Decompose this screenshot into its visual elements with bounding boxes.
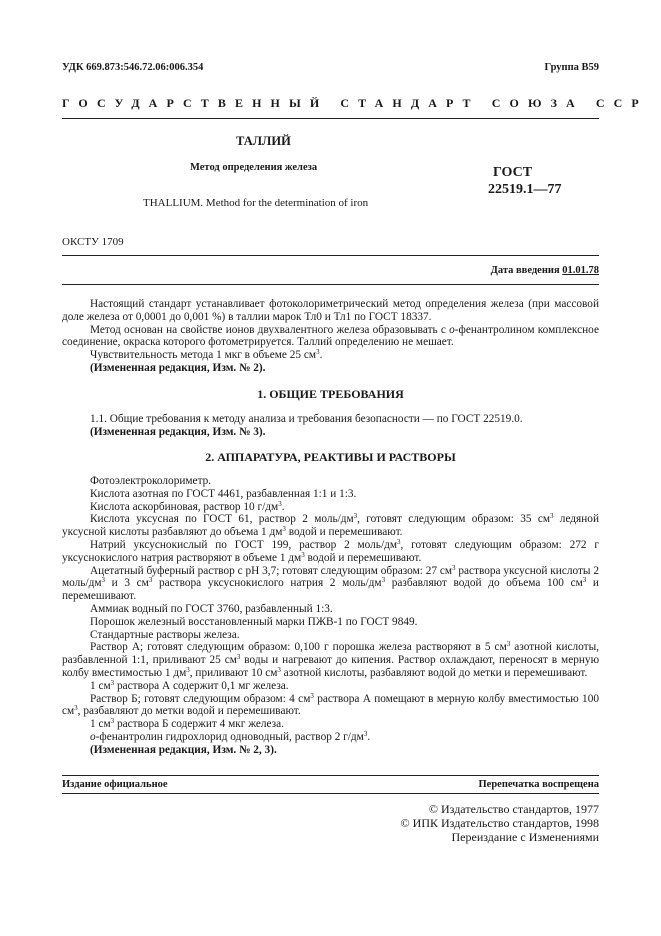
intro-date-label: Дата введения: [490, 265, 560, 276]
doc-english-title: THALLIUM. Method for the determination of iron: [143, 197, 369, 209]
section-1-body: [62, 413, 599, 439]
intro-paragraph-sensitivity: Чувствительность метода 1 мкг в объеме 25 $см^3$.: [90, 348, 323, 362]
copyright-1998: © ИПК Издательство стандартов, 1998: [400, 816, 599, 830]
udk-code: УДК 669.873:546.72.06:006.354: [62, 62, 204, 73]
reagent-item: Кислота уксусная по ГОСТ 61, раствор 2 моль/$дм^3$, готовят следующим образом: 35 $см^3$ ледяной уксусной кислоты разбавляют до объема 1 $дм^3$ водой и перемешивают.: [62, 512, 599, 539]
reagent-item: о-фенантролин гидрохлорид одноводный, раствор 2 $г/дм^3$.: [90, 729, 371, 743]
intro-date: [491, 265, 599, 276]
section-2-body: [62, 475, 599, 757]
reagent-item: Кислота азотная по ГОСТ 4461, разбавленная 1:1 и 1:3.: [90, 487, 357, 500]
section-1-heading: 1. ОБЩИЕ ТРЕБОВАНИЯ: [257, 387, 404, 401]
gost-label: ГОСТ: [493, 165, 533, 180]
section-1-amendment: (Измененная редакция, Изм. № 3).: [90, 425, 266, 438]
gost-number: 22519.1—77: [488, 182, 562, 197]
reissue-note: Переиздание с Изменениями: [451, 830, 599, 844]
reagent-item: 1 $см^3$ раствора Б содержит 4 мкг железа.: [90, 717, 284, 731]
header-rule: [62, 118, 599, 119]
reagent-item: Раствор А; готовят следующим образом: 0,100 г порошка железа растворяют в 5 $см^3$ азотной кислоты, разбавленной 1:1, приливают 25 $см^3$ воды и нагревают до кипения. Раствор охлаждают, переносят в мерную колбу вместимостью 1 $дм^3$, приливают 10 $см^3$ азотной кислоты, разбавляют водой до метки и перемешивают.: [62, 640, 600, 679]
doc-subtitle: Метод определения железа: [190, 162, 318, 173]
intro-date-rule: [62, 284, 599, 285]
reagent-item: Фотоэлектроколориметр.: [90, 475, 212, 487]
intro-section: [62, 298, 599, 375]
reprint-prohibited: Перепечатка воспрещена: [478, 779, 599, 790]
reagent-item: Натрий уксуснокислый по ГОСТ 199, раствор 2 моль/$дм^3$, готовят следующим образом: 272 г уксуснокислого натрия растворяют в объеме 1 $дм^3$ водой и перемешивают.: [62, 537, 599, 564]
intro-date-value: 01.01.78: [562, 265, 599, 276]
section-2-heading: 2. АППАРАТУРА, РЕАКТИВЫ И РАСТВОРЫ: [205, 450, 456, 464]
reagent-item: Раствор Б; готовят следующим образом: 4 $см^3$ раствора А помещают в мерную колбу вместимостью 100 $см^3$, разбавляют до метки водой и перемешивают.: [62, 691, 599, 718]
section-2-amendment: (Измененная редакция, Изм. № 2, 3).: [90, 743, 277, 756]
intro-paragraph-method: Метод основан на свойстве ионов двухвалентного железа образовывать с о-фенантролином комплексное соединение, окраска которого фотометрируется. Таллий определению не мешает.: [62, 323, 599, 349]
official-edition: Издание официальное: [62, 779, 168, 790]
reagent-item: Порошок железный восстановленный марки ПЖВ-1 по ГОСТ 9849.: [90, 615, 418, 628]
okstu-code: ОКСТУ 1709: [62, 236, 124, 248]
doc-title: ТАЛЛИЙ: [236, 134, 291, 148]
footer-rule: [62, 775, 599, 776]
reagent-item: Ацетатный буферный раствор с рН 3,7; готовят следующим образом: 27 $см^3$ раствора уксусной кислоты 2 моль/$дм^3$ и 3 $см^3$ раствора уксуснокислого натрия 2 моль/$дм^3$ разбавляют водой до объема 100 $см^3$ и перемешивают.: [62, 563, 599, 603]
intro-amendment: (Измененная редакция, Изм. № 2).: [90, 361, 266, 374]
reagent-item: Аммиак водный по ГОСТ 3760, разбавленный 1:3.: [90, 602, 333, 615]
footer-rule-bottom: [62, 793, 599, 794]
reagent-item: 1 $см^3$ раствора А содержит 0,1 мг железа.: [90, 678, 289, 692]
section-1-clause: 1.1. Общие требования к методу анализа и требования безопасности — по ГОСТ 22519.0.: [90, 413, 523, 425]
okstu-rule: [62, 255, 599, 256]
reagent-item: Стандартные растворы железа.: [90, 628, 240, 641]
group-code: Группа В59: [544, 62, 599, 73]
reagent-item: Кислота аскорбиновая, раствор 10 $г/дм^3$.: [90, 499, 285, 513]
intro-paragraph-scope: Настоящий стандарт устанавливает фотоколориметрический метод определения железа (при массовой доле железа от 0,0001 до 0,001 %) в таллии марок Тл0 и Тл1 по ГОСТ 18337.: [62, 298, 599, 323]
copyright-1977: © Издательство стандартов, 1977: [428, 802, 599, 816]
state-standard-heading: ГОСУДАРСТВЕННЫЙ СТАНДАРТ СОЮЗА ССР: [62, 96, 648, 110]
